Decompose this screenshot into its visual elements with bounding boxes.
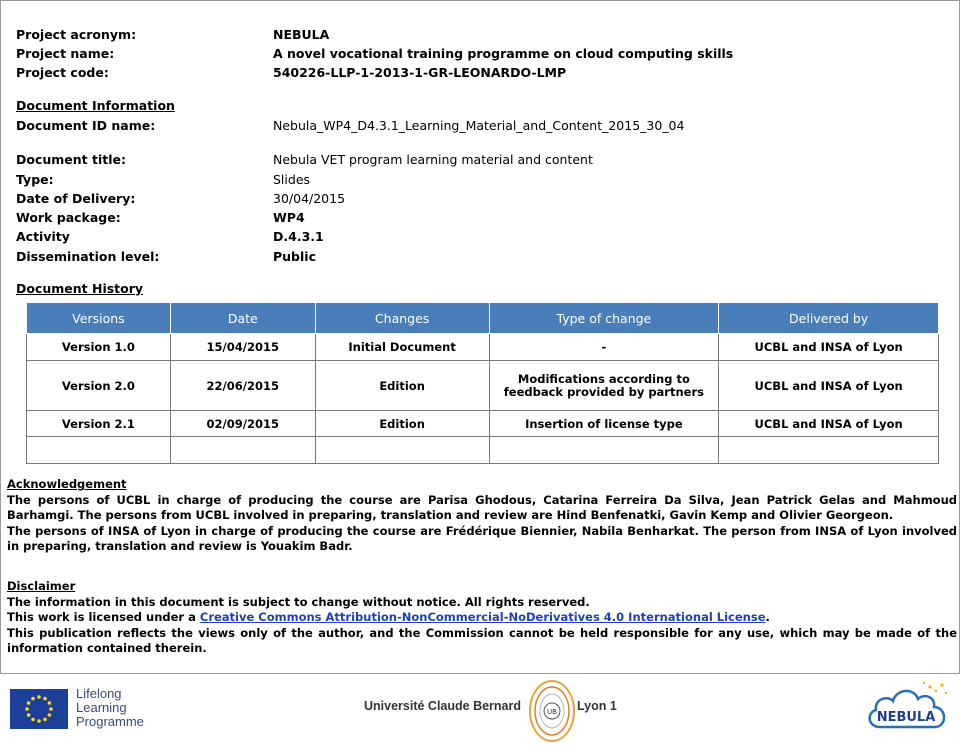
- project-value-name: A novel vocational training programme on cloud computing skills: [273, 46, 734, 61]
- table-cell: 02/09/2015: [170, 411, 315, 437]
- table-cell: 22/06/2015: [170, 361, 315, 411]
- disclaimer-section: [7, 579, 957, 657]
- doc-label-type: Type:: [16, 172, 54, 187]
- llp-line: Lifelong: [76, 686, 122, 701]
- acknowledgement-insa-text: The persons of INSA of Lyon in charge of producing the course are Frédérique Biennier, Nabila Benharkat. The person from INSA of Lyon involved in preparing, translation and review is Youakim Badr.: [7, 523, 957, 553]
- license-suffix: .: [765, 610, 770, 624]
- header-changes: Changes: [315, 303, 489, 334]
- acknowledgement-section: [7, 477, 957, 555]
- table-cell: UCBL and INSA of Lyon: [719, 361, 939, 411]
- ucbl-city: Lyon 1: [577, 699, 617, 713]
- table-cell: 15/04/2015: [170, 334, 315, 361]
- license-prefix: This work is licensed under a: [7, 610, 200, 624]
- doc-value-title: Nebula VET program learning material and content: [273, 152, 593, 167]
- doc-info-title: Document Information: [16, 98, 175, 113]
- table-cell: [170, 437, 315, 464]
- project-label-acronym: Project acronym:: [16, 27, 137, 42]
- footer: [0, 675, 960, 745]
- history-title: Document History: [16, 281, 144, 296]
- doc-value-id: Nebula_WP4_D4.3.1_Learning_Material_and_Content_2015_30_04: [273, 118, 685, 133]
- doc-label-date: Date of Delivery:: [16, 191, 136, 206]
- disclaimer-title: Disclaimer: [7, 579, 76, 593]
- history-table: [26, 302, 939, 464]
- history-header-row: [27, 303, 939, 334]
- license-link[interactable]: Creative Commons Attribution-NonCommercial-NoDerivatives 4.0 International License: [199, 610, 766, 624]
- doc-label-title: Document title:: [16, 152, 126, 167]
- header-date: Date: [170, 303, 315, 334]
- table-cell: Insertion of license type: [489, 411, 719, 437]
- table-cell: [489, 437, 719, 464]
- table-cell: Version 1.0: [27, 334, 171, 361]
- llp-line: Programme: [76, 714, 144, 729]
- table-cell: Version 2.1: [27, 411, 171, 437]
- disclaimer-commission-text: This publication reflects the views only of the author, and the Commission cannot be held responsible for any use, which may be made of the information contained therein.: [7, 625, 957, 655]
- doc-label-id: Document ID name:: [16, 118, 156, 133]
- table-cell: -: [489, 334, 719, 361]
- disclaimer-license-text: [7, 610, 957, 626]
- doc-value-dissemination: Public: [273, 249, 316, 264]
- table-cell: [315, 437, 489, 464]
- ucbl-name: Université Claude Bernard: [364, 699, 521, 713]
- ucbl-emblem-icon: [527, 677, 577, 745]
- table-row: [27, 334, 939, 361]
- acknowledgement-ucbl-text: The persons of UCBL in charge of producing the course are Parisa Ghodous, Catarina Ferreira Da Silva, Jean Patrick Gelas and Mahmoud Barhamgi. The persons from UCBL involved in preparing, translation and review are Hind Benfenatki, Gavin Kemp and Olivier Georgeon.: [7, 492, 957, 522]
- nebula-logo-icon: [862, 677, 954, 741]
- header-versions: Versions: [27, 303, 171, 334]
- llp-line: Learning: [76, 700, 127, 715]
- doc-label-wp: Work package:: [16, 210, 121, 225]
- table-row: [27, 361, 939, 411]
- table-cell: UCBL and INSA of Lyon: [719, 411, 939, 437]
- eu-flag-icon: [10, 689, 68, 729]
- acknowledgement-title: Acknowledgement: [7, 477, 127, 491]
- table-cell: Modifications according to feedback provided by partners: [489, 361, 719, 411]
- llp-logo-text: [76, 687, 144, 729]
- table-cell: Edition: [315, 361, 489, 411]
- table-cell: [719, 437, 939, 464]
- project-value-acronym: NEBULA: [273, 27, 330, 42]
- doc-label-activity: Activity: [16, 229, 70, 244]
- table-row: [27, 411, 939, 437]
- project-label-code: Project code:: [16, 65, 109, 80]
- header-delivered-by: Delivered by: [719, 303, 939, 334]
- table-cell: [27, 437, 171, 464]
- table-cell: Edition: [315, 411, 489, 437]
- project-value-code: 540226-LLP-1-2013-1-GR-LEONARDO-LMP: [273, 65, 567, 80]
- disclaimer-change-text: The information in this document is subject to change without notice. All rights reserved.: [7, 594, 590, 609]
- table-cell: Version 2.0: [27, 361, 171, 411]
- doc-value-date: 30/04/2015: [273, 191, 346, 206]
- table-cell: UCBL and INSA of Lyon: [719, 334, 939, 361]
- svg-text:UB: UB: [547, 708, 557, 716]
- table-row: [27, 437, 939, 464]
- doc-value-activity: D.4.3.1: [273, 229, 324, 244]
- table-cell: Initial Document: [315, 334, 489, 361]
- header-type-of-change: Type of change: [489, 303, 719, 334]
- doc-label-dissemination: Dissemination level:: [16, 249, 160, 264]
- doc-value-type: Slides: [273, 172, 311, 187]
- project-label-name: Project name:: [16, 46, 115, 61]
- doc-value-wp: WP4: [273, 210, 305, 225]
- nebula-label: NEBULA: [876, 710, 936, 725]
